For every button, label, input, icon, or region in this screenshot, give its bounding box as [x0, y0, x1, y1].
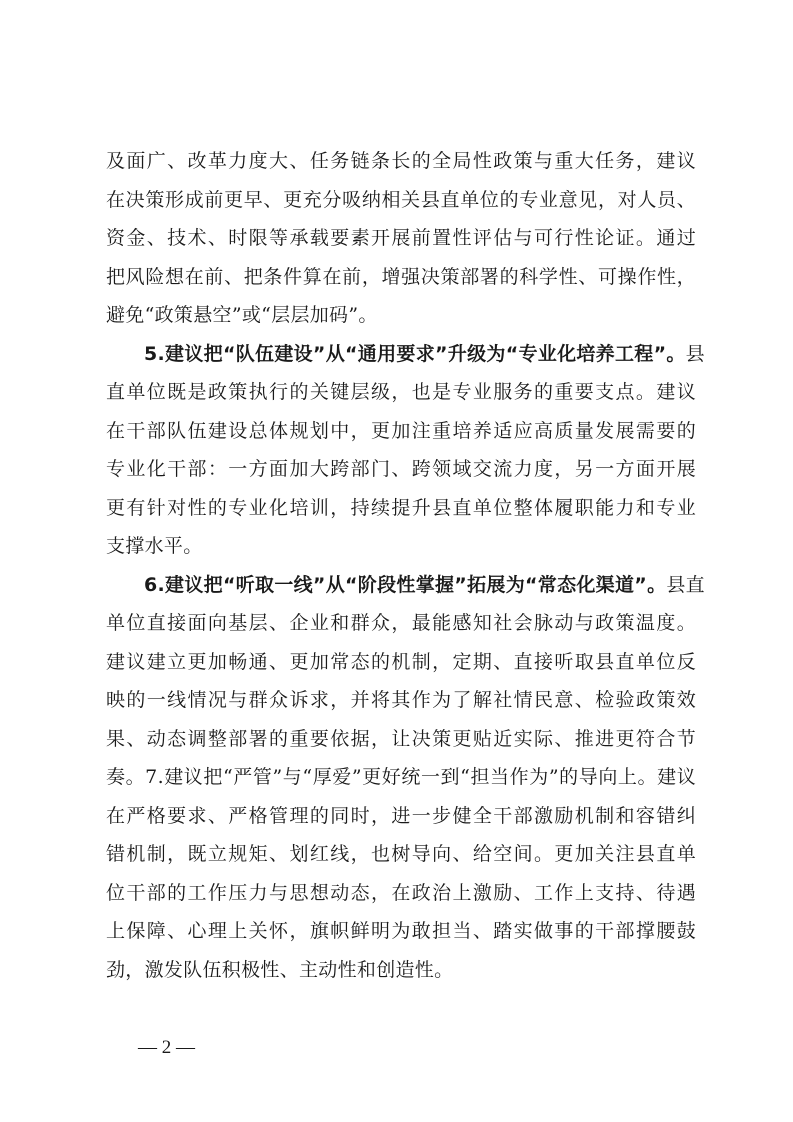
paragraph-line: 位干部的工作压力与思想动态，在政治上激励、工作上支持、待遇 [106, 881, 696, 904]
paragraph-line: 直单位既是政策执行的关键层级，也是专业服务的重要支点。建议 [106, 381, 696, 403]
body-text [106, 142, 705, 989]
item5-heading: 5.建议把“队伍建设”从“通用要求”升级为“专业化培养工程”。 [144, 342, 686, 365]
paragraph-line: 把风险想在前、把条件算在前，增强决策部署的科学性、可操作性， [106, 265, 696, 288]
page-number: — 2 — [138, 1037, 195, 1058]
paragraph-line: 避免“政策悬空”或“层层加码”。 [106, 304, 378, 326]
paragraph-line: 单位直接面向基层、企业和群众，最能感知社会脉动与政策温度。 [106, 612, 696, 634]
item5-first-line-rest: 县 [685, 342, 705, 365]
paragraph-line: 奏。7.建议把“严管”与“厚爱”更好统一到“担当作为”的导向上。建议 [106, 766, 696, 788]
paragraph-line: 在干部队伍建设总体规划中，更加注重培养适应高质量发展需要的 [106, 419, 696, 442]
paragraph-line: 在决策形成前更早、更充分吸纳相关县直单位的专业意见，对人员、 [106, 188, 696, 211]
paragraph-line: 专业化干部：一方面加大跨部门、跨领域交流力度，另一方面开展 [106, 458, 696, 480]
paragraph-line: 支撑水平。 [106, 535, 203, 557]
paragraph-line: 建议建立更加畅通、更加常态的机制，定期、直接听取县直单位反 [106, 650, 696, 673]
paragraph-line: 上保障、心理上关怀，旗帜鲜明为敢担当、踏实做事的干部撑腰鼓 [106, 920, 696, 942]
paragraph-line: 在严格要求、严格管理的同时，进一步健全干部激励机制和容错纠 [106, 804, 696, 827]
item6-heading: 6.建议把“听取一线”从“阶段性掌握”拓展为“常态化渠道”。 [144, 573, 667, 596]
paragraph-line: 错机制，既立规矩、划红线，也树导向、给空间。更加关注县直单 [106, 843, 696, 865]
paragraph-line: 映的一线情况与群众诉求，并将其作为了解社情民意、检验政策效 [106, 689, 696, 711]
paragraph-line: 及面广、改革力度大、任务链条长的全局性政策与重大任务，建议 [106, 150, 696, 172]
item6-first-line-rest: 县直 [666, 573, 705, 596]
paragraph-line: 果、动态调整部署的重要依据，让决策更贴近实际、推进更符合节 [106, 727, 696, 750]
paragraph-line: 资金、技术、时限等承载要素开展前置性评估与可行性论证。通过 [106, 227, 696, 249]
paragraph-line: 更有针对性的专业化培训，持续提升县直单位整体履职能力和专业 [106, 496, 696, 519]
item6-first-line [106, 566, 705, 605]
item5-first-line [106, 335, 705, 374]
paragraph-line: 劲，激发队伍积极性、主动性和创造性。 [106, 958, 454, 981]
